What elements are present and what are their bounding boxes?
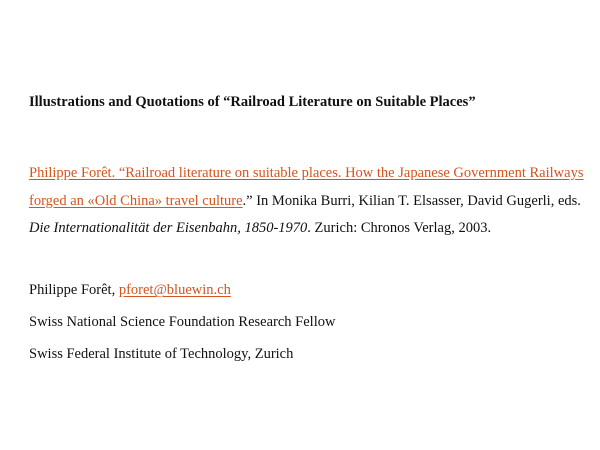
author-email-link[interactable]: pforet@bluewin.ch [118,282,231,298]
citation-publisher: . Zurich: Chronos Verlag, 2003. [307,220,492,236]
author-name: Philippe Forêt, [29,282,119,298]
citation-editors: .” In Monika Burri, Kilian T. Elsasser, David Gugerli, eds. [242,192,581,209]
author-block [29,280,589,376]
citation-paragraph [29,160,594,243]
citation-link[interactable]: Philippe Forêt. “Railroad literature on suitable places. How the Japanese Government Railways forged an «Old China» travel culture [29,165,584,209]
author-position: Swiss National Science Foundation Research Fellow [29,314,336,330]
document-heading: Illustrations and Quotations of “Railroad Literature on Suitable Places” [29,94,476,110]
author-name-line [29,280,589,312]
author-institution: Swiss Federal Institute of Technology, Zurich [29,346,294,362]
citation-book-title: Die Internationalität der Eisenbahn, 1850-1970 [29,220,308,236]
